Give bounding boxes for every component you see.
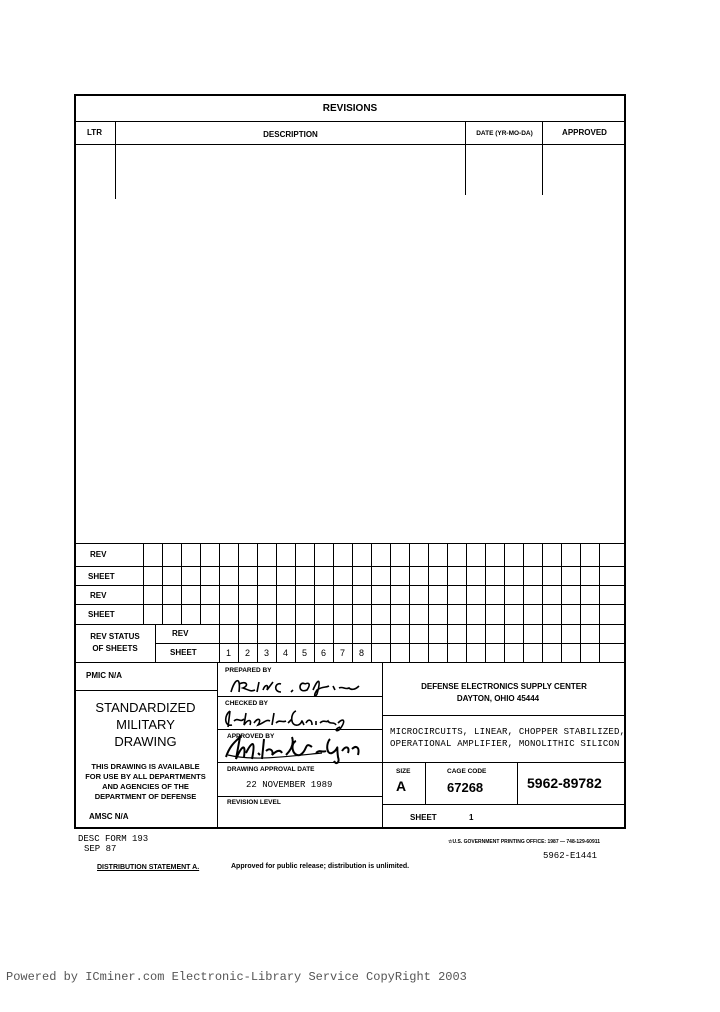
pmic-label: PMIC N/A [86,671,122,680]
status-grid-column-line [561,543,562,624]
sheet-number-cell: 3 [263,648,269,658]
title-block-line [74,690,217,691]
approved-by-signature [222,733,372,767]
status-grid-column-line [447,543,448,624]
status-grid-column-line [333,543,334,624]
grid-rev-label: REV [90,550,107,559]
status-grid-column-line [542,543,543,624]
status-grid-column-line [390,543,391,624]
prepared-by-signature [225,672,375,700]
form-date: SEP 87 [84,844,117,854]
size-value: A [396,778,407,794]
sheet-value: 1 [469,813,474,822]
status-grid-column-line [314,543,315,624]
gpo-line: ☆U.S. GOVERNMENT PRINTING OFFICE: 1987 — 748-129-60911 [448,839,601,845]
title-drawing: DRAWING [114,734,177,749]
revisions-col-description: DESCRIPTION [263,130,318,139]
sheet-number-cell: 5 [301,648,307,658]
drawing-number: 5962-89782 [527,775,602,791]
status-grid-column-line [295,543,296,624]
status-grid-column-line [352,543,353,624]
availability-statement: THIS DRAWING IS AVAILABLE FOR USE BY ALL DEPARTMENTS AND AGENCIES OF THE DEPARTMENT OF DEFENSE [85,762,206,801]
revisions-header-divider [74,144,626,145]
status-grid-line [74,585,626,586]
revisions-col-date: DATE (YR-MO-DA) [476,130,533,137]
status-grid-column-line [599,624,600,662]
status-grid-column-line [143,543,144,624]
revisions-col-line [465,121,466,195]
status-label-divider [155,624,156,662]
status-grid-line [74,604,626,605]
status-grid-column-line [409,543,410,624]
status-grid-column-line [485,624,486,662]
status-grid-column-line [371,624,372,662]
revision-level-label: REVISION LEVEL [227,799,281,806]
prepared-by-label: PREPARED BY [225,667,272,674]
standardized-military-drawing-title [74,699,217,750]
status-grid-column-line [276,543,277,624]
grid-sheet-label: SHEET [88,572,115,581]
status-grid-line [74,662,626,663]
title-description-line2: OPERATIONAL AMPLIFIER, MONOLITHIC SILICON [390,739,620,749]
title-block-line [217,796,382,797]
title-military: MILITARY [116,717,175,732]
approval-date-value: 22 NOVEMBER 1989 [246,780,333,790]
revisions-col-line [542,121,543,195]
status-grid-line [156,643,626,644]
approval-date-label: DRAWING APPROVAL DATE [227,766,315,773]
title-block-divider [217,662,218,829]
status-grid-column-line [542,624,543,662]
status-grid-column-line [428,624,429,662]
title-block-line [382,762,626,763]
status-grid-column-line [561,624,562,662]
status-grid-column-line [599,543,600,624]
agency-address: DAYTON, OHIO 45444 [456,694,540,703]
status-rev-label: REV [172,629,189,638]
status-sheet-label: SHEET [170,648,197,657]
sheet-number-cell: 6 [320,648,326,658]
powered-by-banner: Powered by ICminer.com Electronic-Library Service CopyRight 2003 [6,970,467,984]
title-block-line [382,715,626,716]
title-block-divider [425,762,426,804]
status-grid-column-line [162,543,163,624]
grid-rev-label: REV [90,591,107,600]
sheet-label: SHEET [410,813,437,822]
revisions-title: REVISIONS [322,103,378,114]
status-grid-column-line [428,543,429,624]
status-grid-column-line [257,543,258,624]
checked-by-label: CHECKED BY [225,700,268,707]
agency-name: DEFENSE ELECTRONICS SUPPLY CENTER [421,682,587,691]
sheet-number-cell: 4 [282,648,288,658]
status-grid-column-line [181,543,182,624]
revisions-title-divider [74,121,626,122]
form-number: DESC FORM 193 [78,834,149,844]
status-grid-column-line [466,624,467,662]
approved-by-label: APPROVED BY [227,733,275,740]
status-grid-column-line [580,543,581,624]
status-grid-column-line [219,543,220,624]
status-grid-column-line [580,624,581,662]
revisions-col-approved: APPROVED [562,128,607,137]
status-grid-column-line [466,543,467,624]
status-grid-column-line [447,624,448,662]
status-grid-column-line [390,624,391,662]
status-grid-column-line [504,624,505,662]
status-grid-column-line [200,543,201,624]
sheet-number-cell: 7 [339,648,345,658]
status-grid-line [74,624,626,625]
title-block-divider [517,762,518,804]
status-grid-top [74,543,626,544]
size-label: SIZE [396,768,411,775]
status-grid-column-line [409,624,410,662]
grid-sheet-label: SHEET [88,610,115,619]
distribution-statement-label: DISTRIBUTION STATEMENT A. [97,864,200,871]
title-standardized: STANDARDIZED [95,700,196,715]
doc-code: 5962-E1441 [543,851,598,861]
cage-code-value: 67268 [447,780,484,795]
checked-by-signature [220,705,360,735]
amsc-label: AMSC N/A [89,812,129,821]
status-grid-column-line [485,543,486,624]
cage-code-label: CAGE CODE [447,768,487,775]
sheet-number-cell: 1 [225,648,231,658]
status-grid-column-line [238,543,239,624]
distribution-statement-text: Approved for public release; distribution is unlimited. [231,863,410,870]
status-grid-column-line [504,543,505,624]
title-block-line [382,804,626,805]
sheet-number-cell: 2 [244,648,250,658]
title-description-line1: MICROCIRCUITS, LINEAR, CHOPPER STABILIZED, [390,727,626,737]
status-grid-column-line [523,543,524,624]
revisions-col-line [115,121,116,199]
revisions-col-ltr: LTR [87,128,102,137]
sheet-number-cell: 8 [358,648,364,658]
status-grid-column-line [371,543,372,624]
status-grid-column-line [523,624,524,662]
status-grid-line [74,566,626,567]
rev-status-of-sheets-label: REV STATUS OF SHEETS [90,632,140,653]
